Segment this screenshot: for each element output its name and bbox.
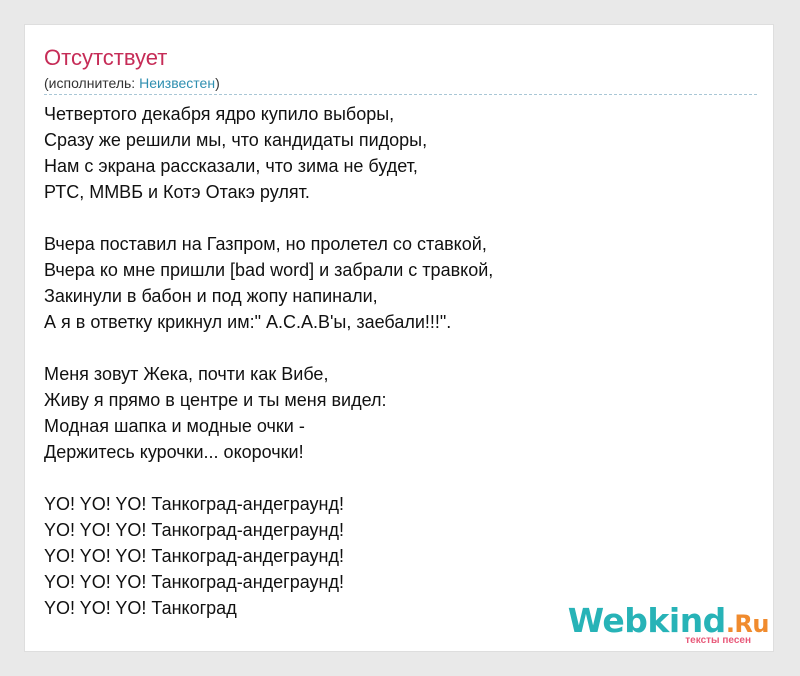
- lyrics-line: YO! YO! YO! Танкоград-андеграунд!: [44, 520, 344, 540]
- artist-prefix: (исполнитель:: [44, 75, 140, 91]
- logo-name: Webkind: [567, 601, 726, 640]
- artist-link[interactable]: Неизвестен: [139, 75, 216, 91]
- lyrics-line: Нам с экрана рассказали, что зима не будет,: [44, 156, 418, 176]
- lyrics-card: [24, 24, 774, 652]
- lyrics-stanza: [44, 101, 744, 205]
- song-title: Отсутствует: [44, 45, 168, 70]
- lyrics-line: YO! YO! YO! Танкоград: [44, 598, 237, 618]
- lyrics-line: Четвертого декабря ядро купило выборы,: [44, 104, 395, 124]
- lyrics-body: [44, 101, 744, 647]
- lyrics-line: Живу я прямо в центре и ты меня видел:: [44, 390, 387, 410]
- logo-tagline: тексты песен: [685, 635, 751, 646]
- logo-tld: .Ru: [725, 610, 769, 638]
- lyrics-line: РТС, ММВБ и Котэ Отакэ рулят.: [44, 182, 310, 202]
- artist-suffix: ): [215, 75, 220, 91]
- lyrics-line: Меня зовут Жека, почти как Вибе,: [44, 364, 329, 384]
- lyrics-line: YO! YO! YO! Танкоград-андеграунд!: [44, 546, 344, 566]
- lyrics-line: Сразу же решили мы, что кандидаты пидоры,: [44, 130, 428, 150]
- lyrics-line: YO! YO! YO! Танкоград-андеграунд!: [44, 494, 344, 514]
- lyrics-line: Закинули в бабон и под жопу напинали,: [44, 286, 378, 306]
- webkind-logo[interactable]: [567, 601, 769, 651]
- divider: [44, 94, 757, 95]
- lyrics-line: Держитесь курочки... окорочки!: [44, 442, 304, 462]
- lyrics-stanza: [44, 361, 744, 465]
- lyrics-line: А я в ответку крикнул им:" А.С.А.В'ы, заебали!!!".: [44, 312, 452, 332]
- lyrics-line: Вчера поставил на Газпром, но пролетел со ставкой,: [44, 234, 487, 254]
- lyrics-line: YO! YO! YO! Танкоград-андеграунд!: [44, 572, 344, 592]
- lyrics-line: Модная шапка и модные очки -: [44, 416, 305, 436]
- artist-line: [44, 74, 220, 92]
- lyrics-line: Вчера ко мне пришли [bad word] и забрали с травкой,: [44, 260, 494, 280]
- lyrics-stanza: [44, 231, 744, 335]
